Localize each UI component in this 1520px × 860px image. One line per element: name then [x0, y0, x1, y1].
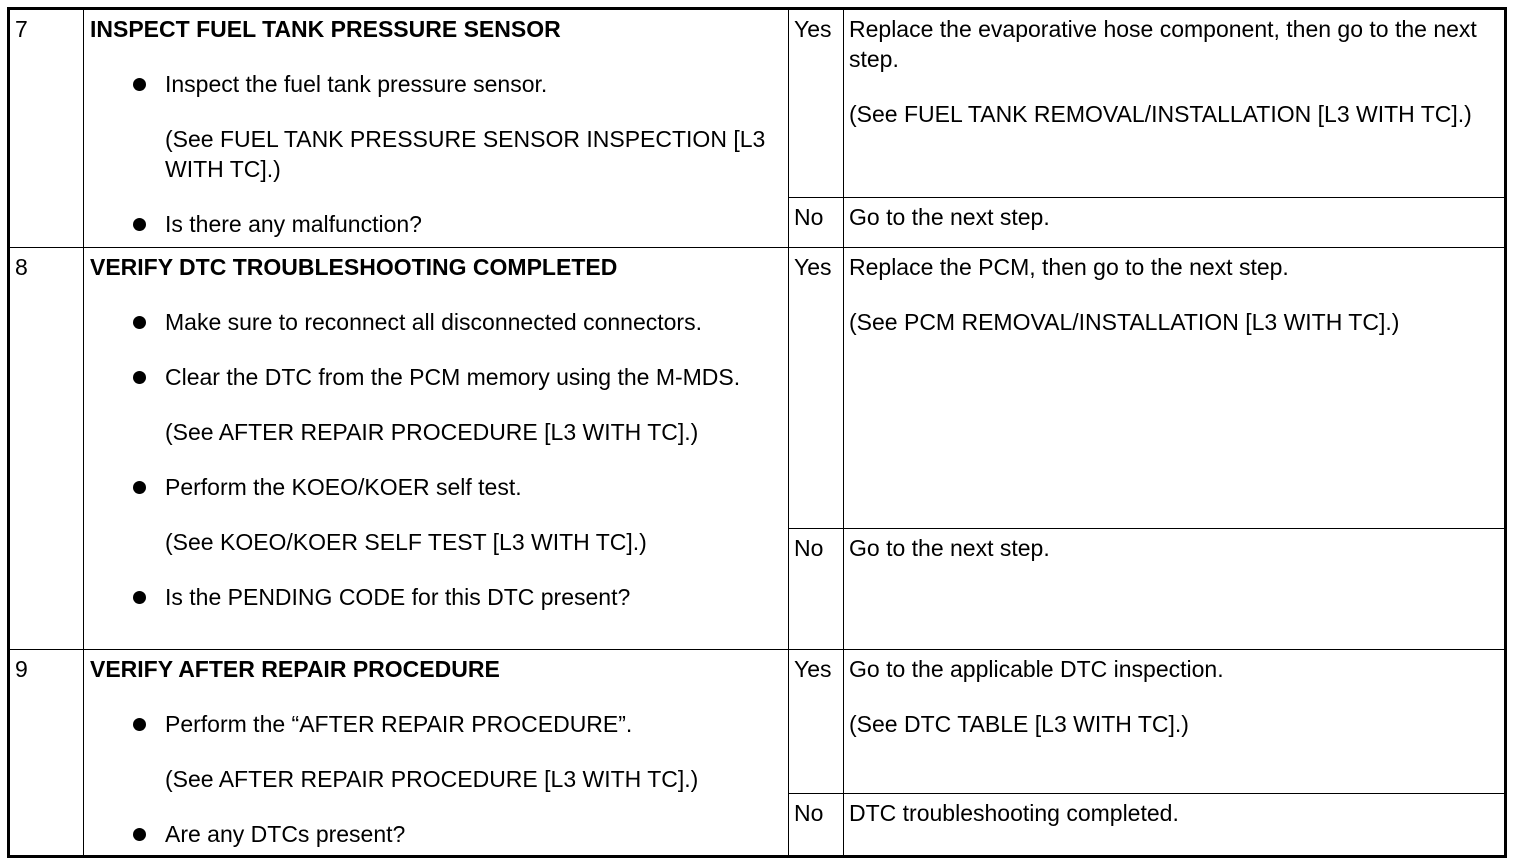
no-result-text: DTC troubleshooting completed.	[844, 794, 1506, 857]
bullet-item	[90, 362, 782, 392]
bullet-text: Clear the DTC from the PCM memory using the M-MDS.	[165, 364, 741, 390]
step-row-9	[9, 650, 1506, 794]
yes-result-reference: (See FUEL TANK REMOVAL/INSTALLATION [L3 WITH TC].)	[849, 101, 1472, 127]
step-action	[84, 650, 789, 857]
reference-note: (See FUEL TANK PRESSURE SENSOR INSPECTION [L3 WITH TC].)	[165, 126, 766, 182]
yes-result	[844, 9, 1506, 198]
bullet-icon	[133, 218, 146, 231]
bullet-text: Is the PENDING CODE for this DTC present?	[165, 584, 631, 610]
bullet-item	[90, 472, 782, 502]
bullet-item	[90, 582, 782, 612]
yes-result	[844, 248, 1506, 529]
bullet-text: Are any DTCs present?	[165, 821, 406, 847]
step-action	[84, 248, 789, 650]
diagnostic-procedure-table	[7, 7, 1507, 858]
bullet-icon	[133, 78, 146, 91]
bullet-text: Inspect the fuel tank pressure sensor.	[165, 71, 548, 97]
bullet-text: Make sure to reconnect all disconnected connectors.	[165, 309, 702, 335]
yes-result-text: Go to the applicable DTC inspection.	[849, 656, 1224, 682]
bullet-icon	[133, 316, 146, 329]
yes-result-reference: (See PCM REMOVAL/INSTALLATION [L3 WITH TC].)	[849, 309, 1400, 335]
step-number: 7	[9, 9, 84, 248]
step-number: 8	[9, 248, 84, 650]
bullet-icon	[133, 828, 146, 841]
no-result-text: Go to the next step.	[844, 198, 1506, 248]
bullet-icon	[133, 371, 146, 384]
step-title: VERIFY DTC TROUBLESHOOTING COMPLETED	[90, 254, 618, 280]
bullet-item	[90, 819, 782, 849]
step-action	[84, 9, 789, 248]
yes-result-reference: (See DTC TABLE [L3 WITH TC].)	[849, 711, 1189, 737]
reference-note: (See KOEO/KOER SELF TEST [L3 WITH TC].)	[165, 529, 647, 555]
bullet-text: Perform the “AFTER REPAIR PROCEDURE”.	[165, 711, 633, 737]
bullet-item	[90, 69, 782, 99]
yes-result-text: Replace the PCM, then go to the next step.	[849, 254, 1289, 280]
reference-note: (See AFTER REPAIR PROCEDURE [L3 WITH TC].)	[165, 419, 699, 445]
step-row-7	[9, 9, 1506, 198]
yes-result	[844, 650, 1506, 794]
step-title: INSPECT FUEL TANK PRESSURE SENSOR	[90, 16, 561, 42]
reference-note: (See AFTER REPAIR PROCEDURE [L3 WITH TC].)	[165, 766, 699, 792]
bullet-item	[90, 209, 782, 239]
bullet-text: Is there any malfunction?	[165, 211, 422, 237]
yes-label: Yes	[789, 650, 844, 794]
bullet-item	[90, 709, 782, 739]
no-result-text: Go to the next step.	[844, 529, 1506, 650]
no-label: No	[789, 794, 844, 857]
bullet-icon	[133, 481, 146, 494]
no-label: No	[789, 198, 844, 248]
yes-label: Yes	[789, 248, 844, 529]
step-number: 9	[9, 650, 84, 857]
step-row-8	[9, 248, 1506, 529]
bullet-icon	[133, 591, 146, 604]
no-label: No	[789, 529, 844, 650]
bullet-icon	[133, 718, 146, 731]
yes-label: Yes	[789, 9, 844, 198]
yes-result-text: Replace the evaporative hose component, then go to the next step.	[849, 16, 1477, 72]
bullet-text: Perform the KOEO/KOER self test.	[165, 474, 522, 500]
bullet-item	[90, 307, 782, 337]
step-title: VERIFY AFTER REPAIR PROCEDURE	[90, 656, 500, 682]
